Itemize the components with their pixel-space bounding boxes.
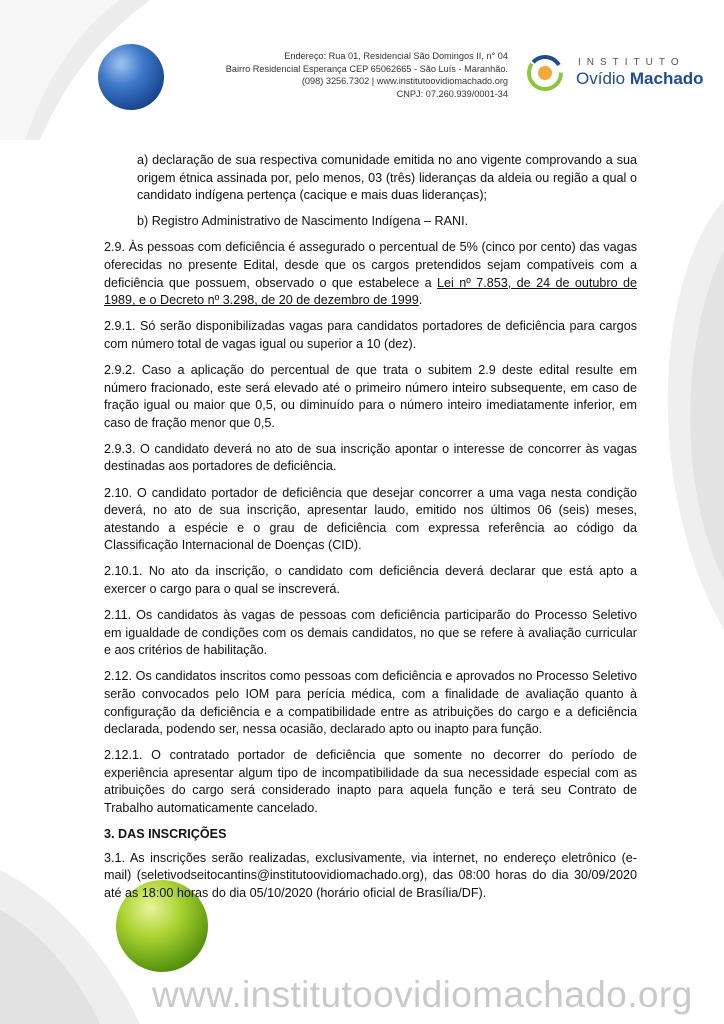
cnpj-line: CNPJ: 07.260.939/0001-34 bbox=[396, 88, 508, 99]
blue-globe-graphic bbox=[98, 44, 164, 110]
document-body bbox=[104, 152, 637, 911]
address-line: Bairro Residencial Esperança CEP 65062665 - São Luís - Maranhão. bbox=[225, 63, 508, 74]
law-reference-link: Lei nº 7.853, de 24 de outubro de 1989, e o Decreto nº 3.298, de 20 de dezembro de 1999 bbox=[104, 275, 637, 308]
paragraph-3-1: 3.1. As inscrições serão realizadas, exclusivamente, via internet, no endereço eletrônico (e-mail) (seletivodseitocantins@institutoovidiomachado.org), das 08:00 horas do dia 30/09/2020 até as 18:00 horas do dia 05/10/2020 (horário oficial de Brasília/DF). bbox=[104, 850, 637, 900]
footer-website-watermark: www.institutoovidiomachado.org bbox=[152, 974, 693, 1015]
paragraph-2-12-1: 2.12.1. O contratado portador de deficiência que somente no decorrer do período de experiência apresentar algum tipo de incompatibilidade da sua necessidade especial com as atribuições do cargo será considerado inapto para aquela função e terá seu Contrato de Trabalho automaticamente cancelado. bbox=[104, 748, 637, 815]
logo-name-first: Ovídio bbox=[576, 69, 626, 88]
section-3-title: 3. DAS INSCRIÇÕES bbox=[104, 827, 227, 842]
instituto-ovidio-machado-logo bbox=[522, 48, 712, 98]
paragraph-2-10-1: 2.10.1. No ato da inscrição, o candidato com deficiência deverá declarar que está apto a exercer o cargo para o qual se inscreverá. bbox=[104, 564, 637, 596]
logo-ring-icon bbox=[526, 54, 564, 92]
address-line: Endereço: Rua 01, Residencial São Domingos II, n° 04 bbox=[284, 51, 508, 61]
paragraph-2-9-2: 2.9.2. Caso a aplicação do percentual de que trata o subitem 2.9 deste edital resulte em número fracionado, este será elevado até o primeiro número inteiro subsequente, em caso de fração igual ou maior que 0,5, ou diminuído para o número inteiro imediatamente inferior, em caso de fração menor que 0,5. bbox=[104, 362, 637, 430]
paragraph-2-9-3: 2.9.3. O candidato deverá no ato de sua inscrição apontar o interesse de concorrer às vagas destinadas aos portadores de deficiência. bbox=[104, 441, 637, 474]
paragraph-2-12: 2.12. Os candidatos inscritos como pessoas com deficiência e aprovados no Processo Seletivo serão convocados pelo IOM para perícia médica, com a finalidade de avaliação quanto à configuração da deficiência e a compatibilidade entre as atribuições do cargo e a deficiência declarada, podendo ser, nessa ocasião, declarado apto ou inapto para função. bbox=[104, 669, 637, 737]
paragraph-a: a) declaração de sua respectiva comunidade emitida no ano vigente comprovando a sua origem étnica assinada por, pelo menos, 03 (três) lideranças da aldeia ou região a qual o candidato indígena pertença (cacique e mais duas lideranças); bbox=[137, 153, 637, 203]
paragraph-2-10: 2.10. O candidato portador de deficiência que desejar concorrer a uma vaga nesta condição deverá, no ato de sua inscrição, apresentar laudo, emitido nos últimos 06 (seis) meses, atestando a espécie e o grau de deficiência com expressa referência ao código da Classificação Internacional de Doenças (CID). bbox=[104, 485, 637, 553]
paragraph-2-9 bbox=[104, 239, 637, 309]
paragraph-2-9-1: 2.9.1. Só serão disponibilizadas vagas para candidatos portadores de deficiência para cargos com número total de vagas igual ou superior a 10 (dez). bbox=[104, 319, 637, 351]
logo-top-text: INSTITUTO bbox=[578, 57, 685, 68]
header-address-block bbox=[190, 50, 508, 100]
paragraph-b: b) Registro Administrativo de Nascimento Indígena – RANI. bbox=[137, 214, 469, 229]
paragraph-2-11: 2.11. Os candidatos às vagas de pessoas com deficiência participarão do Processo Seletivo em igualdade de condições com os demais candidatos, no que se refere à avaliação curricular e aos critérios de habilitação. bbox=[104, 608, 637, 658]
phone-website-line: (098) 3256.7302 | www.institutoovidiomachado.org bbox=[301, 76, 508, 87]
paragraph-2-9-end: . bbox=[418, 293, 423, 308]
paragraph-2-9-text: 2.9. Às pessoas com deficiência é assegurado o percentual de 5% (cinco por cento) das vagas oferecidas no presente Edital, desde que os cargos pretendidos sejam compatíveis com a deficiência que possuem, observado o que estabelece a bbox=[104, 240, 637, 290]
logo-name-text bbox=[576, 69, 704, 89]
logo-name-second: Machado bbox=[629, 69, 704, 88]
